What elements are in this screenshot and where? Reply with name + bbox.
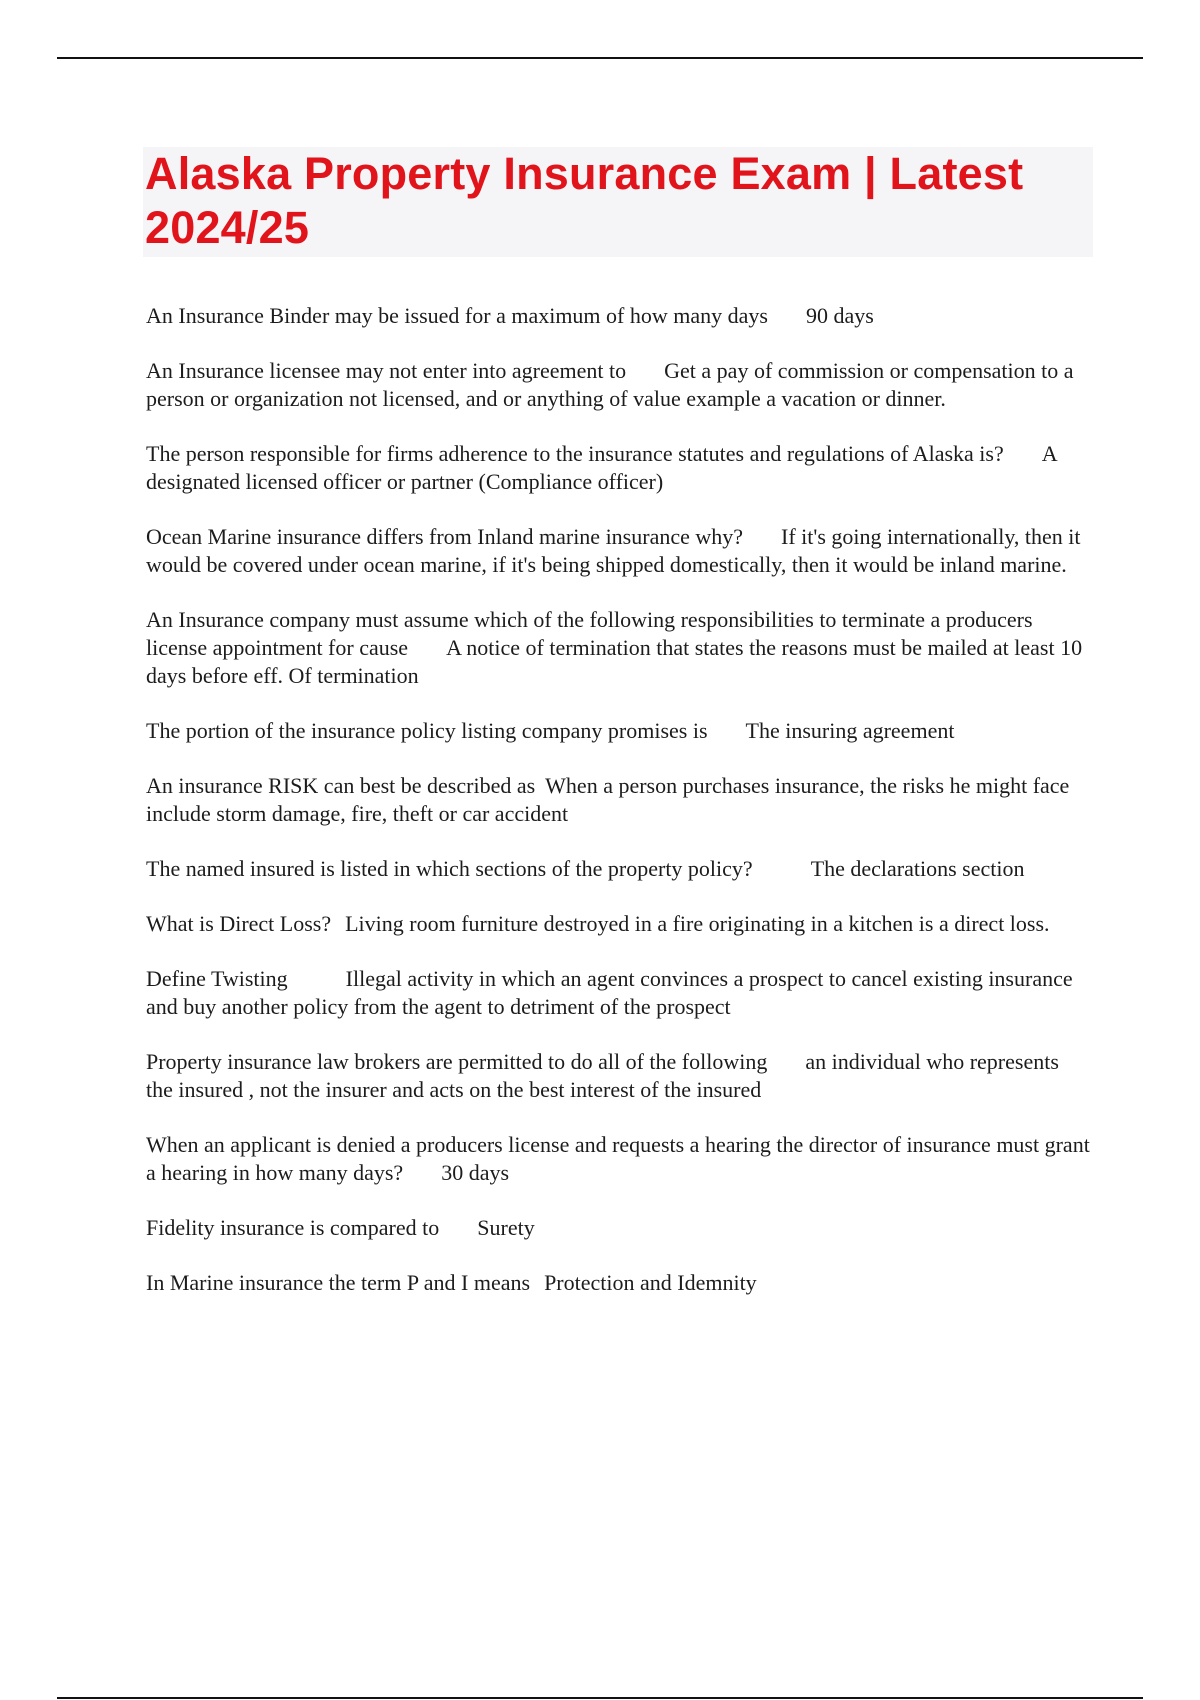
answer-text: The declarations section [810, 856, 1025, 881]
answer-text: an individual who represents the insured , not the insurer and acts on the best interest of the insured [146, 1049, 1059, 1102]
answer-text: A designated licensed officer or partner (Compliance officer) [146, 441, 1057, 494]
answer-text: If it's going internationally, then it would be covered under ocean marine, if it's being shipped domestically, then it would be inland marine. [146, 524, 1081, 577]
question-text: Define Twisting [146, 966, 288, 991]
qa-item [146, 965, 1091, 1021]
qa-item [146, 855, 1091, 883]
qa-item [146, 910, 1091, 938]
answer-text: Get a pay of commission or compensation to a person or organization not licensed, and or anything of value example a vacation or dinner. [146, 358, 1074, 411]
question-text: The person responsible for firms adherence to the insurance statutes and regulations of Alaska is? [146, 441, 1004, 466]
answer-text: When a person purchases insurance, the risks he might face include storm damage, fire, theft or car accident [146, 773, 1070, 826]
question-text: An Insurance licensee may not enter into agreement to [146, 358, 627, 383]
qa-item [146, 772, 1091, 828]
qa-item [146, 1048, 1091, 1104]
question-text: An Insurance Binder may be issued for a maximum of how many days [146, 303, 768, 328]
title-block [143, 147, 1093, 257]
question-text: The named insured is listed in which sections of the property policy? [146, 856, 753, 881]
question-text: When an applicant is denied a producers license and requests a hearing the director of insurance must grant a hearing in how many days? [146, 1132, 1090, 1185]
qa-item [146, 606, 1091, 690]
question-text: In Marine insurance the term P and I means [146, 1270, 531, 1295]
question-text: What is Direct Loss? [146, 911, 332, 936]
answer-text: 90 days [805, 303, 874, 328]
question-text: An insurance RISK can best be described as [146, 773, 536, 798]
question-text: Fidelity insurance is compared to [146, 1215, 440, 1240]
answer-text: 30 days [441, 1160, 510, 1185]
answer-text: Surety [477, 1215, 535, 1240]
answer-text: The insuring agreement [745, 718, 955, 743]
qa-item [146, 302, 1091, 330]
bottom-rule [57, 1697, 1143, 1699]
question-text: Property insurance law brokers are permitted to do all of the following [146, 1049, 768, 1074]
answer-text: Illegal activity in which an agent convinces a prospect to cancel existing insurance and buy another policy from the agent to detriment of the prospect [146, 966, 1073, 1019]
qa-item [146, 1214, 1091, 1242]
top-rule [57, 57, 1143, 59]
answer-text: Living room furniture destroyed in a fire originating in a kitchen is a direct loss. [345, 911, 1050, 936]
qa-item [146, 357, 1091, 413]
qa-item [146, 1131, 1091, 1187]
answer-text: A notice of termination that states the reasons must be mailed at least 10 days before eff. Of termination [146, 635, 1083, 688]
question-text: The portion of the insurance policy listing company promises is [146, 718, 708, 743]
qa-item [146, 1269, 1091, 1297]
qa-item [146, 440, 1091, 496]
document-title: Alaska Property Insurance Exam | Latest 2024/25 [145, 148, 1024, 253]
question-text: Ocean Marine insurance differs from Inland marine insurance why? [146, 524, 744, 549]
question-text: An Insurance company must assume which of the following responsibilities to terminate a producers license appointment for cause [146, 607, 1033, 660]
qa-item [146, 717, 1091, 745]
qa-item [146, 523, 1091, 579]
answer-text: Protection and Idemnity [544, 1270, 757, 1295]
qa-list [146, 302, 1091, 1324]
